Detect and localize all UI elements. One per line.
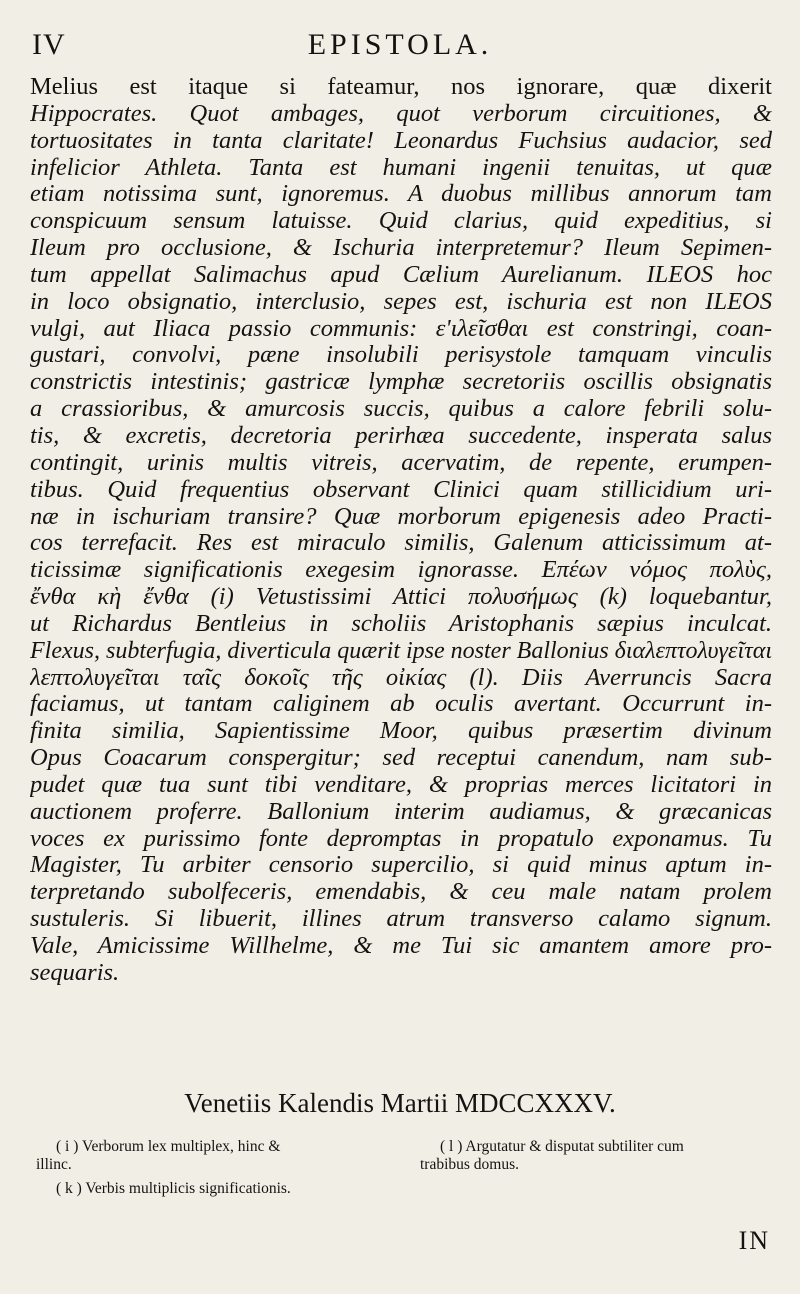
text-line: ticissimæ significationis exegesim ignorasse. Επέων νόμος πολὺς, [30, 557, 772, 584]
text-line: tum appellat Salimachus apud Cælium Aurelianum. ILEOS hoc [30, 261, 772, 288]
text-line: ut Richardus Bentleius in scholiis Aristophanis sæpius inculcat. [30, 610, 772, 637]
text-line: Ileum pro occlusione, & Ischuria interpretemur? Ileum Sepimen- [30, 235, 772, 262]
text-line: conspicuum sensum latuisse. Quid clarius, quid expeditius, si [30, 208, 772, 235]
footnote-i-text: ( i ) Verborum lex multiplex, hinc & [56, 1138, 281, 1155]
footnote-i-continuation: illinc. [36, 1156, 72, 1173]
text-line: pudet quæ tua sunt tibi venditare, & proprias merces licitatori in [30, 771, 772, 798]
text-line: etiam notissima sunt, ignoremus. A duobus millibus annorum tam [30, 181, 772, 208]
text-line: voces ex purissimo fonte depromptas in propatulo exponamus. Tu [30, 825, 772, 852]
text-line: in loco obsignatio, interclusio, sepes est, ischuria est non ILEOS [30, 288, 772, 315]
page-number: IV [32, 28, 66, 61]
running-title: EPISTOLA. [307, 28, 493, 61]
main-text [30, 74, 772, 987]
text-line: næ in ischuriam transire? Quæ morborum epigenesis adeo Practi- [30, 503, 772, 530]
footnote-l [420, 1138, 780, 1174]
text-line: gustari, convolvi, pæne insolubili perisystole tamquam vinculis [30, 342, 772, 369]
text-line: Vale, Amicissime Willhelme, & me Tui sic amantem amore pro- [30, 933, 772, 959]
footnote-k: ( k ) Verbis multiplicis significationis. [56, 1180, 291, 1197]
text-line: auctionem proferre. Ballonium interim audiamus, & græcanicas [30, 798, 772, 825]
text-line: Hippocrates. Quot ambages, quot verborum circuitiones, & [30, 100, 772, 127]
catchword: IN [738, 1226, 770, 1255]
date-line: Venetiis Kalendis Martii MDCCXXXV. [184, 1088, 616, 1118]
text-line: Opus Coacarum conspergitur; sed receptui canendum, nam sub- [30, 745, 772, 772]
text-line: Magister, Tu arbiter censorio supercilio, si quid minus aptum in- [30, 852, 772, 879]
text-line: cos terrefacit. Res est miraculo similis, Galenum atticissimum at- [30, 530, 772, 557]
text-line: λεπτολυγεῖται ταῖς δοκοῖς τῆς οἰκίας (l). Diis Averruncis Sacra [30, 664, 772, 691]
footnote-i [36, 1138, 396, 1174]
text-line: terpretando subolfeceris, emendabis, & ceu male natam prolem [30, 879, 772, 906]
text-line: tibus. Quid frequentius observant Clinici quam stillicidium uri- [30, 476, 772, 503]
text-line: infelicior Athleta. Tanta est humani ingenii tenuitas, ut quæ [30, 154, 772, 181]
text-line: sustuleris. Si libuerit, illines atrum transverso calamo signum. [30, 906, 772, 933]
text-line: Flexus, subterfugia, diverticula quærit ipse noster Ballonius διαλεπτολυγεῖται [30, 637, 772, 664]
page-header [32, 28, 768, 62]
text-line: sequaris. [30, 959, 120, 986]
text-line: vulgi, aut Iliaca passio communis: ε'ιλεῖσθαι est constringi, coan- [30, 315, 772, 342]
text-line: ἔνθα κὴ ἔνθα (i) Vetustissimi Attici πολυσήμως (k) loquebantur, [30, 584, 772, 611]
footnote-l-continuation: trabibus domus. [420, 1156, 520, 1173]
text-line: a crassioribus, & amurcosis succis, quibus a calore febrili solu- [30, 396, 772, 423]
text-line: finita similia, Sapientissime Moor, quibus præsertim divinum [30, 718, 772, 745]
text-line: constrictis intestinis; gastricæ lymphæ secretoriis oscillis obsignatis [30, 369, 772, 396]
text-line: contingit, urinis multis vitreis, acervatim, de repente, erumpen- [30, 449, 772, 476]
text-line: Melius est itaque si fateamur, nos ignorare, quæ dixerit [30, 74, 772, 100]
text-line: tortuositates in tanta claritate! Leonardus Fuchsius audacior, sed [30, 127, 772, 154]
text-line: tis, & excretis, decretoria perirhæa succedente, insperata salus [30, 422, 772, 449]
footnote-l-text: ( l ) Argutatur & disputat subtiliter cum [440, 1138, 684, 1155]
text-line: faciamus, ut tantam caliginem ab oculis avertant. Occurrunt in- [30, 691, 772, 718]
